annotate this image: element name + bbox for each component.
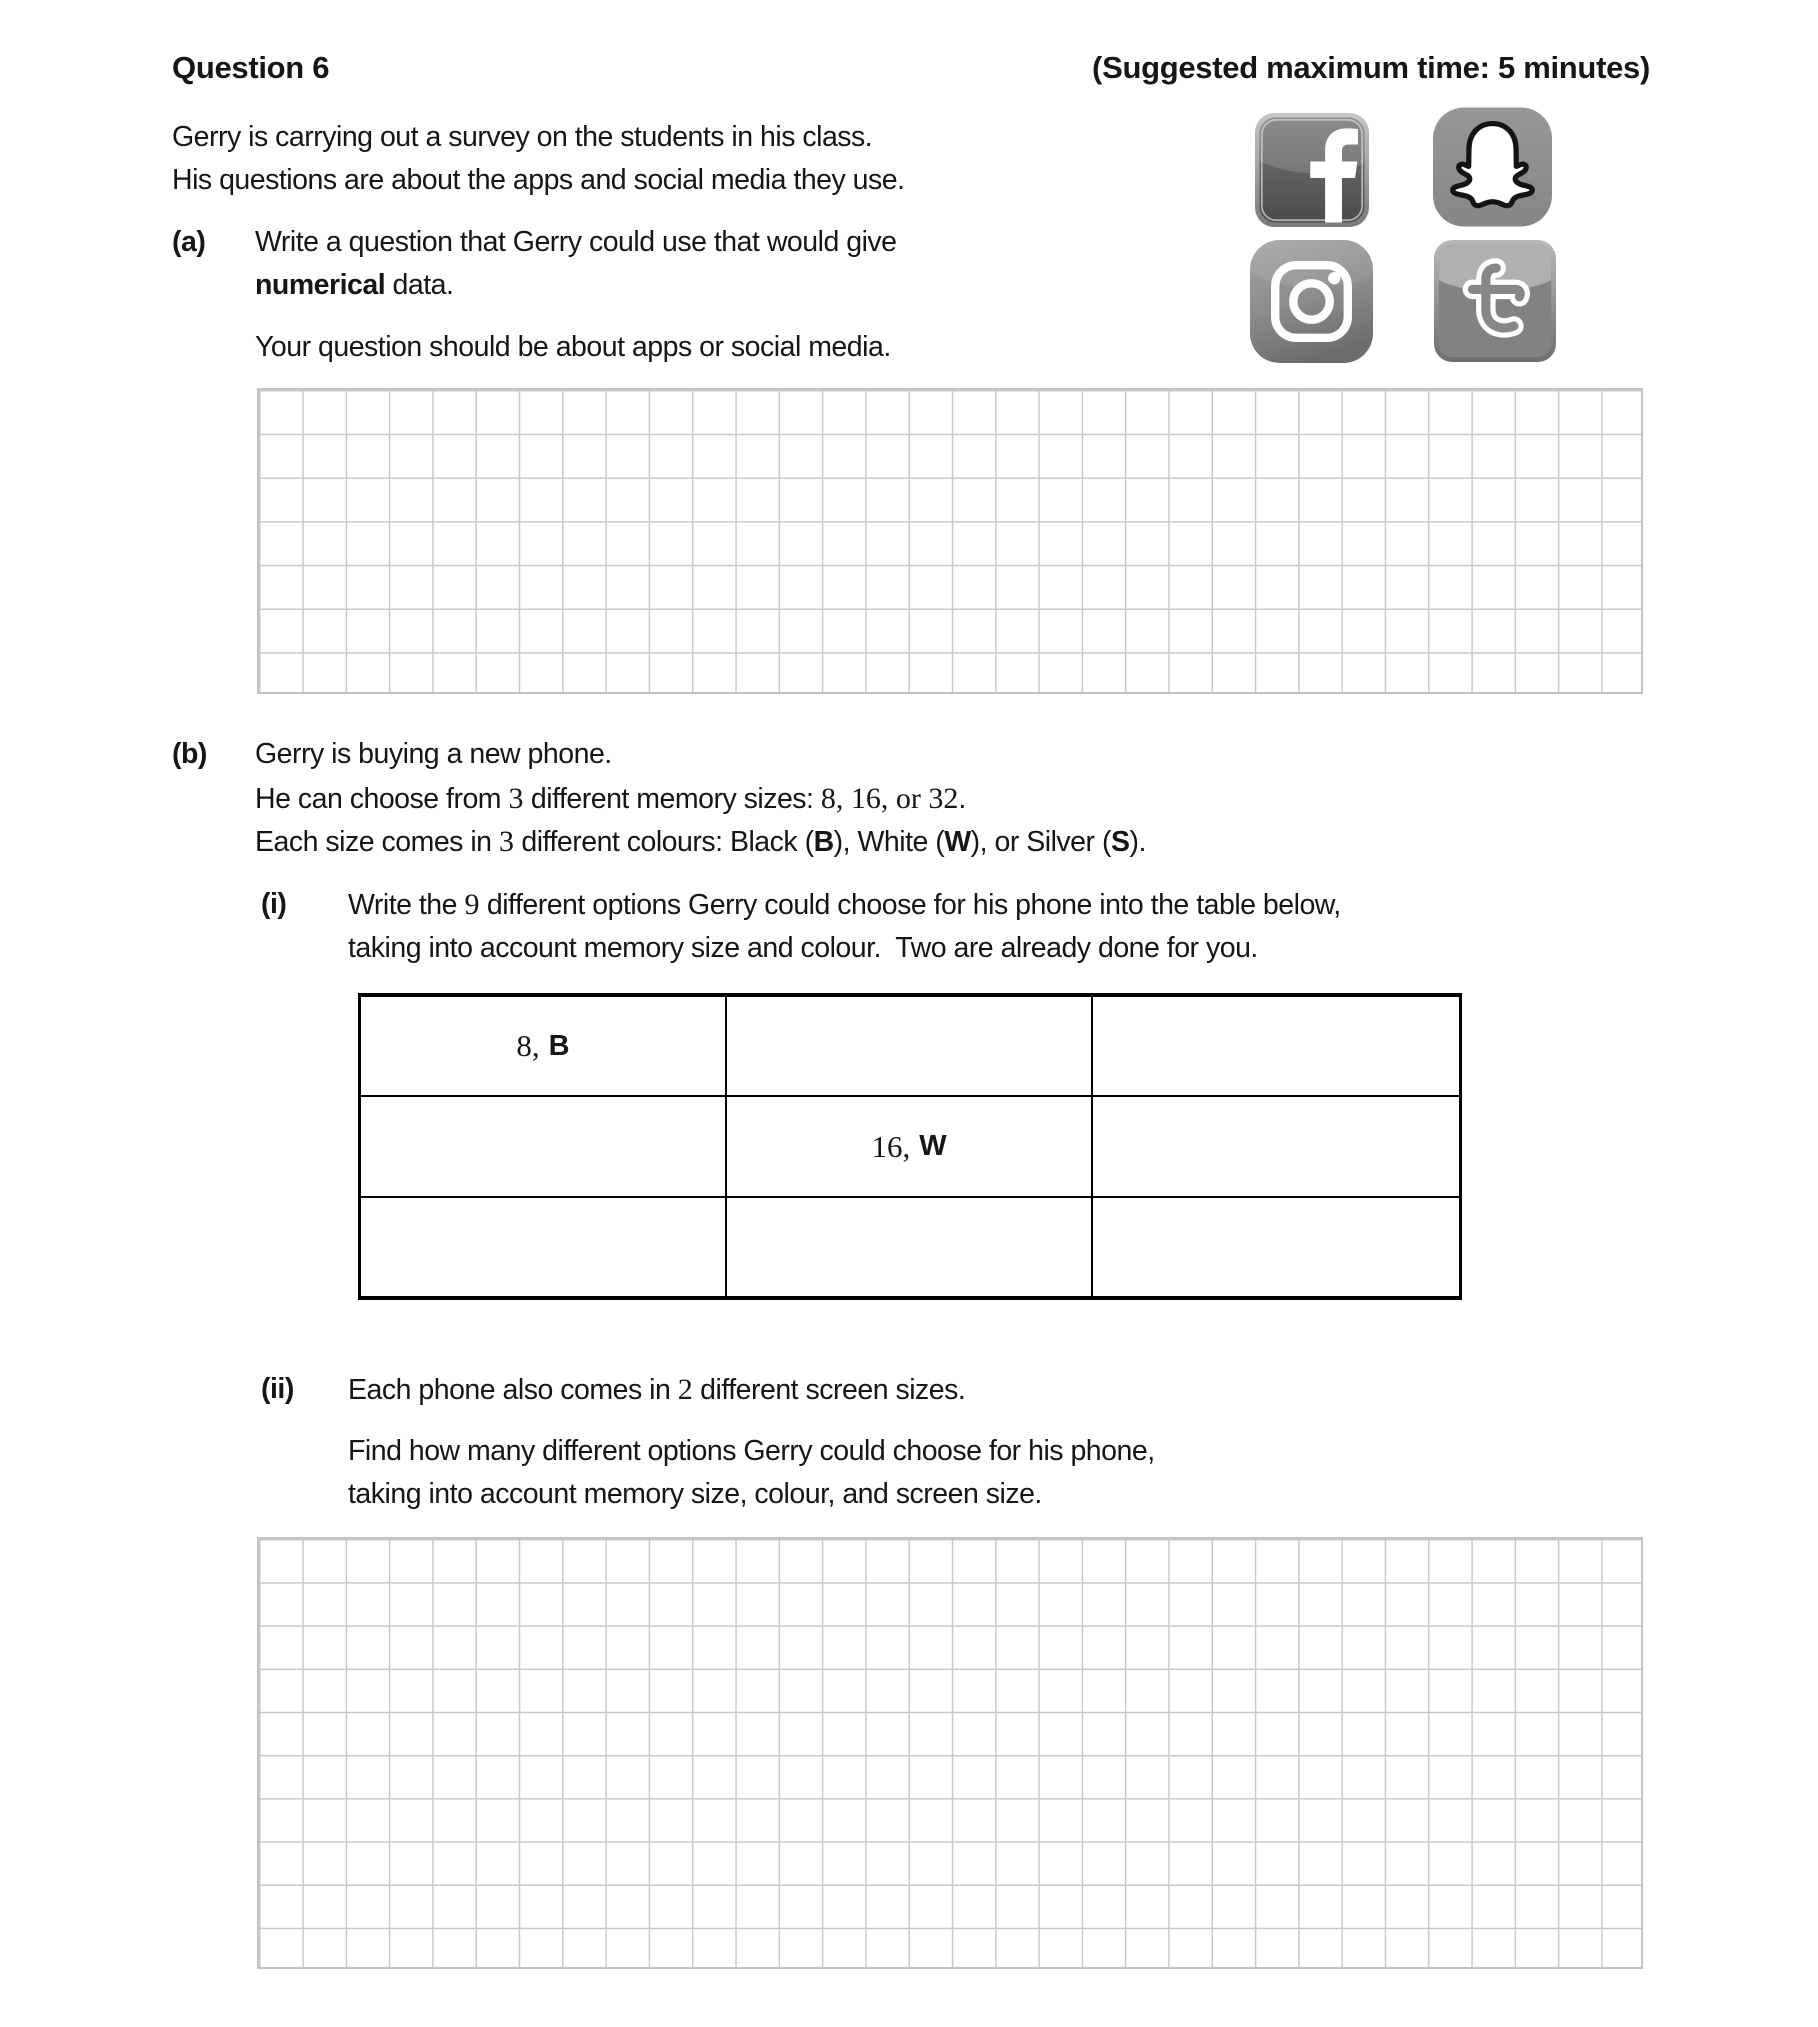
cell-memory-value: 16, bbox=[871, 1128, 911, 1164]
part-b-ii-line-2: Find how many different options Gerry could choose for his phone, bbox=[348, 1435, 1155, 1467]
text-run: ). bbox=[1129, 826, 1146, 858]
text-run: He can choose from bbox=[255, 783, 509, 815]
table-cell bbox=[1093, 1097, 1459, 1198]
part-b-line-3 bbox=[255, 820, 1146, 864]
phone-options-table bbox=[358, 993, 1462, 1300]
text-run: W bbox=[944, 826, 971, 858]
facebook-icon bbox=[1255, 112, 1369, 228]
text-run: 2 bbox=[677, 1373, 693, 1406]
part-b-label: (b) bbox=[172, 738, 207, 770]
part-b-line-2 bbox=[255, 777, 966, 821]
text-run: ), White ( bbox=[833, 826, 945, 858]
text-run: different colours: Black ( bbox=[513, 826, 814, 858]
table-cell bbox=[361, 1198, 727, 1296]
text-run: different screen sizes. bbox=[692, 1374, 966, 1406]
text-run: ), or Silver ( bbox=[970, 826, 1111, 858]
part-b-i-line-1 bbox=[348, 883, 1341, 927]
cell-memory-value: 8, bbox=[516, 1028, 540, 1063]
part-b-i-line-2: taking into account memory size and colour. Two are already done for you. bbox=[348, 932, 1258, 964]
table-cell bbox=[727, 997, 1093, 1097]
intro-line-1: Gerry is carrying out a survey on the students in his class. bbox=[172, 121, 873, 153]
part-b-ii-label: (ii) bbox=[261, 1373, 294, 1405]
table-cell bbox=[361, 997, 727, 1097]
text-run: 8, 16, or 32 bbox=[820, 782, 959, 815]
text-run: data. bbox=[385, 269, 454, 301]
text-run: B bbox=[813, 826, 834, 858]
cell-colour-value: W bbox=[919, 1130, 947, 1162]
cell-colour-value: B bbox=[548, 1029, 570, 1062]
table-cell bbox=[1093, 1198, 1459, 1296]
part-b-line-1: Gerry is buying a new phone. bbox=[255, 738, 612, 770]
table-cell bbox=[727, 1097, 1093, 1198]
answer-grid-part-b-ii bbox=[257, 1537, 1643, 1969]
part-b-ii-line-3: taking into account memory size, colour, and screen size. bbox=[348, 1478, 1042, 1510]
intro-line-2: His questions are about the apps and social media they use. bbox=[172, 164, 905, 196]
part-a-note: Your question should be about apps or social media. bbox=[255, 331, 891, 363]
suggested-time-note: (Suggested maximum time: 5 minutes) bbox=[1092, 50, 1650, 85]
text-run: . bbox=[958, 783, 966, 815]
table-cell bbox=[361, 1097, 727, 1198]
part-a-line-2 bbox=[255, 264, 453, 307]
table-cell bbox=[727, 1198, 1093, 1296]
table-cell bbox=[1093, 997, 1459, 1097]
answer-grid-part-a bbox=[257, 388, 1643, 694]
text-run: Each size comes in bbox=[255, 826, 499, 858]
snapchat-icon bbox=[1433, 106, 1552, 228]
text-run: different options Gerry could choose for his phone into the table below, bbox=[479, 889, 1341, 921]
part-a-label: (a) bbox=[172, 226, 206, 258]
twitter-icon bbox=[1433, 240, 1557, 362]
text-run: numerical bbox=[255, 269, 386, 301]
part-a-line-1: Write a question that Gerry could use that would give bbox=[255, 226, 897, 258]
part-b-ii-line-1 bbox=[348, 1368, 965, 1412]
text-run: 3 bbox=[498, 825, 514, 858]
text-run: different memory sizes: bbox=[523, 783, 821, 815]
instagram-icon bbox=[1250, 240, 1373, 363]
part-b-i-label: (i) bbox=[261, 888, 287, 920]
text-run: S bbox=[1110, 826, 1130, 858]
text-run: 9 bbox=[464, 888, 480, 921]
question-number: Question 6 bbox=[172, 50, 330, 85]
text-run: Each phone also comes in bbox=[348, 1374, 678, 1406]
text-run: Write the bbox=[348, 889, 465, 921]
text-run: 3 bbox=[508, 782, 524, 815]
